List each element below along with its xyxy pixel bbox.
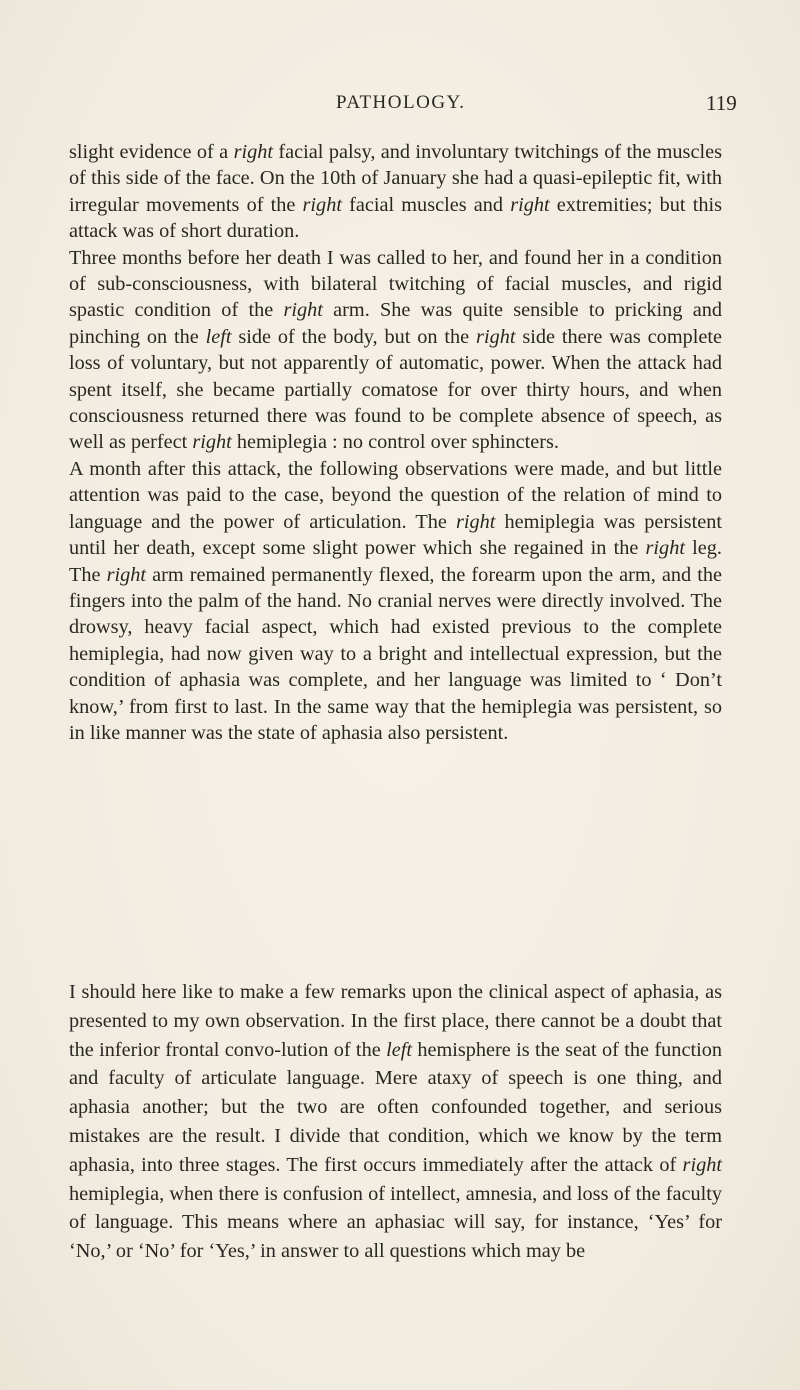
running-head: PATHOLOGY. xyxy=(336,92,466,113)
text-run: Three months before her death I was called to her, and found her in a condition of sub-consciousness, with bilateral twitching of facial muscles, and rigid spastic condition of the xyxy=(69,246,722,322)
text-run: extremities; but this attack was of short duration. xyxy=(69,193,723,243)
text-run: leg. The xyxy=(69,537,722,586)
italic-text: right xyxy=(455,510,496,533)
paragraph xyxy=(69,978,722,1266)
text-run: hemiplegia : no control over sphincters. xyxy=(231,431,559,454)
italic-text: left xyxy=(386,1038,412,1061)
text-run: side of the body, but on the xyxy=(231,325,477,348)
text-run: side there was complete loss of voluntary, but not apparently of automatic, power. When the attack had spent itself, she became partially comatose for over thirty hours, and when consciousness returned there was found to be complete absence of speech, as well as perfect xyxy=(69,325,723,454)
paragraph xyxy=(69,456,722,746)
italic-text: right xyxy=(192,431,232,454)
text-run: I should here like to make a few remarks upon the clinical aspect of aphasia, as presented to my own observation. In the first place, there cannot be a doubt that the inferior frontal convo-lution of the xyxy=(69,981,722,1061)
italic-text: right xyxy=(476,325,516,348)
text-run: A month after this attack, the following observations were made, and but little attention was paid to the case, beyond the question of the relation of mind to language and the power of articulation. The xyxy=(69,457,722,533)
upper-text-block xyxy=(69,139,722,746)
text-run: slight evidence of a xyxy=(69,141,234,163)
text-run: hemiplegia, when there is confusion of intellect, amnesia, and loss of the faculty of language. This means where an aphasiac will say, for instance, ‘Yes’ for ‘No,’ or ‘No’ for ‘Yes,’ in answer to all questions which may be xyxy=(69,1182,722,1263)
italic-text: right xyxy=(283,299,323,322)
lower-text-block xyxy=(69,978,722,1266)
paragraph xyxy=(69,139,722,245)
text-run: arm. She was quite sensible to pricking and pinching on the xyxy=(69,299,722,348)
page-header xyxy=(0,92,800,122)
paragraph xyxy=(69,245,722,456)
italic-text: right xyxy=(233,141,274,163)
italic-text: right xyxy=(106,563,147,586)
text-run: facial palsy, and involuntary twitchings of the muscles of this side of the face. On the 10th of January she had a quasi-epileptic fit, with irregular movements of the xyxy=(69,141,722,216)
italic-text: right xyxy=(682,1153,722,1176)
text-run: facial muscles and xyxy=(341,193,511,216)
italic-text: left xyxy=(205,325,232,348)
page-number: 119 xyxy=(706,91,737,115)
italic-text: right xyxy=(510,193,550,216)
italic-text: right xyxy=(302,193,342,216)
italic-text: right xyxy=(645,537,685,560)
text-run: arm remained permanently flexed, the forearm upon the arm, and the fingers into the palm of the hand. No cranial nerves were directly involved. The drowsy, heavy facial aspect, which had existed previous to the complete hemiplegia, had now given way to a bright and intellectual expression, but the condition of aphasia was complete, and her language was limited to ‘ Don’t know,’ from first to last. In the same way that the hemiplegia was persistent, so in like manner was the state of aphasia also persistent. xyxy=(69,563,723,744)
text-run: hemisphere is the seat of the function and faculty of articulate language. Mere ataxy of speech is one thing, and aphasia another; but the two are often confounded together, and serious mistakes are the result. I divide that condition, which we know by the term aphasia, into three stages. The first occurs immediately after the attack of xyxy=(69,1038,722,1176)
text-run: hemiplegia was persistent until her death, except some slight power which she regained in the xyxy=(69,510,722,560)
